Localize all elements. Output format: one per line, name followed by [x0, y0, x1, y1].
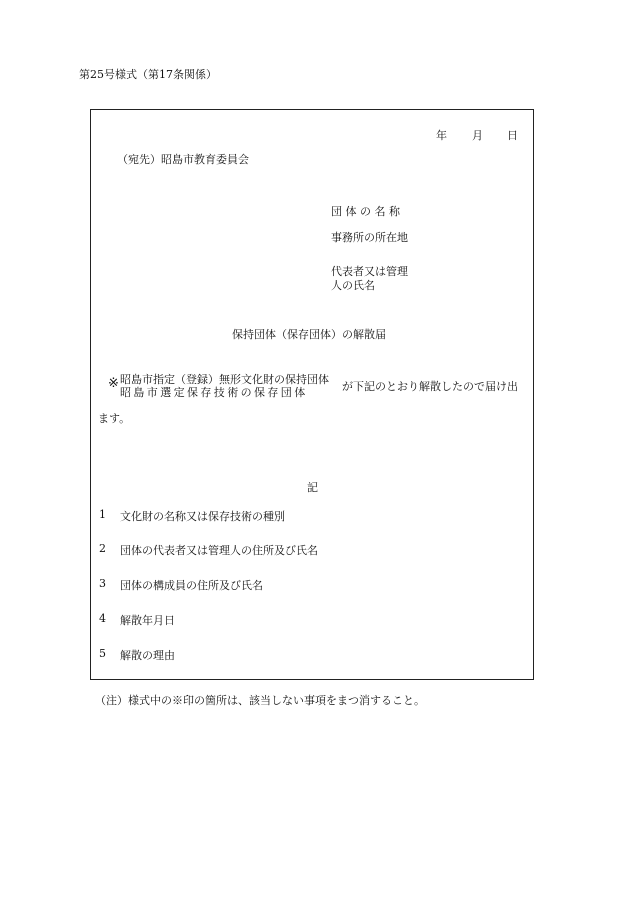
office-address-label: 事務所の所在地	[331, 231, 408, 244]
footnote: （注）様式中の※印の箇所は、該当しない事項をまつ消すること。	[95, 694, 425, 707]
item-text: 文化財の名称又は保存技術の種別	[120, 510, 285, 523]
body-continuation: が下記のとおり解散したので届け出	[342, 380, 518, 393]
item-text: 解散年月日	[120, 614, 175, 627]
date-day-label: 日	[507, 129, 518, 142]
item-text: 解散の理由	[120, 649, 175, 662]
item-number: 3	[99, 577, 106, 590]
body-option-selected: 昭島市選定保存技術の保存団体	[120, 386, 308, 399]
addressee: （宛先）昭島市教育委員会	[117, 153, 249, 166]
representative-label-line2: 人の氏名	[331, 279, 375, 292]
representative-label-line1: 代表者又は管理	[331, 265, 408, 278]
form-number: 第25号様式（第17条関係）	[79, 68, 217, 81]
date-year-label: 年	[436, 129, 447, 142]
item-number: 5	[99, 647, 106, 660]
item-text: 団体の構成員の住所及び氏名	[120, 579, 263, 592]
ki-heading: 記	[307, 481, 318, 494]
item-text: 団体の代表者又は管理人の住所及び氏名	[120, 544, 318, 557]
group-name-label: 団 体 の 名 称	[331, 205, 400, 218]
body-end: ます。	[98, 412, 131, 425]
strike-mark: ※	[108, 376, 119, 391]
item-number: 1	[99, 508, 106, 521]
form-title: 保持団体（保存団体）の解散届	[232, 328, 386, 341]
item-number: 2	[99, 542, 106, 555]
body-option-designated: 昭島市指定（登録）無形文化財の保持団体	[120, 373, 329, 386]
date-month-label: 月	[472, 129, 483, 142]
item-number: 4	[99, 612, 106, 625]
